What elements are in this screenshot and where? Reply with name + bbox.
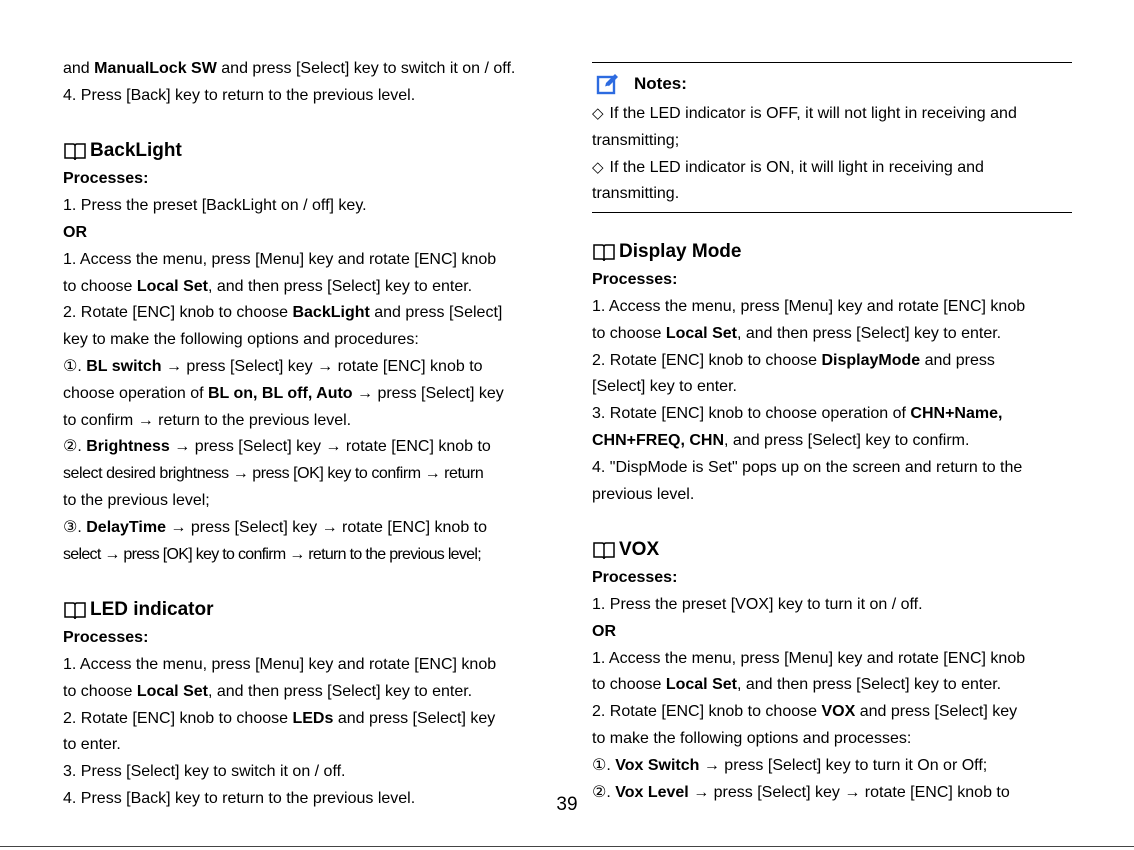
step-line — [63, 515, 549, 542]
notes-heading — [592, 67, 1072, 101]
step-line: 1. Access the menu, press [Menu] key and rotate [ENC] knob — [63, 655, 497, 673]
text: , and then press [Select] key to enter. — [736, 324, 1002, 342]
bold-term: Local Set — [665, 676, 737, 694]
bold-term: BL switch — [86, 357, 162, 375]
text: 2. Rotate [ENC] knob to choose — [592, 703, 822, 721]
text: If the LED indicator is ON, it will light in receiving and — [609, 158, 984, 176]
bold-term: CHN+FREQ, CHN — [592, 431, 725, 449]
step-line: select desired brightness → press [OK] key to confirm → return — [63, 465, 484, 483]
processes-label: Processes: — [63, 170, 149, 188]
section-title: VOX — [619, 539, 660, 561]
notes-box — [592, 62, 1072, 213]
book-icon — [592, 242, 616, 262]
step-line — [63, 434, 549, 461]
text: to choose — [63, 682, 137, 700]
step-line — [63, 354, 549, 381]
bold-term: BackLight — [292, 304, 370, 322]
text: → press [Select] key — [352, 384, 504, 402]
text: , and then press [Select] key to enter. — [207, 682, 473, 700]
arrow: → — [161, 357, 187, 375]
step-line: 1. Press the preset [VOX] key to turn it on / off. — [592, 595, 923, 613]
book-icon — [592, 540, 616, 560]
edit-note-icon — [596, 72, 620, 96]
book-icon — [63, 600, 87, 620]
text: to choose — [592, 324, 666, 342]
step-line — [63, 274, 549, 301]
text: and press [Select] — [369, 304, 503, 322]
step-line: to enter. — [63, 736, 121, 754]
step-line: previous level. — [592, 485, 695, 503]
text: 3. Rotate [ENC] knob to choose operation of — [592, 405, 911, 423]
text: → press [Select] key to turn it On or Off; — [699, 756, 988, 774]
step-line: 1. Access the menu, press [Menu] key and rotate [ENC] knob — [592, 297, 1026, 315]
step-line — [592, 672, 1072, 699]
note-line — [592, 155, 1072, 182]
left-column — [63, 56, 549, 813]
text: → press [Select] key → rotate [ENC] knob to — [169, 438, 491, 456]
text: to choose — [63, 277, 137, 295]
or-label: OR — [592, 622, 616, 640]
step-line: to the previous level; — [63, 491, 210, 509]
step-line — [63, 300, 549, 327]
diamond-bullet: ◇ — [592, 105, 604, 122]
processes-label: Processes: — [592, 569, 678, 587]
page-number: 39 — [556, 794, 578, 815]
text: ①. — [592, 756, 616, 774]
step-line: to make the following options and processes: — [592, 729, 912, 747]
section-title: Display Mode — [619, 241, 742, 263]
processes-label: Processes: — [592, 271, 678, 289]
text: → press [Select] key → rotate [ENC] knob to — [165, 518, 487, 536]
text: ③. — [63, 518, 87, 536]
text: ①. — [63, 357, 87, 375]
bold-term: ManualLock SW — [94, 60, 217, 77]
text: and press [Select] key to switch it on / off. — [216, 60, 516, 77]
step-line — [592, 401, 1072, 428]
step-line: 4. Press [Back] key to return to the previous level. — [63, 789, 416, 807]
step-line: to confirm → return to the previous level. — [63, 411, 352, 429]
bold-term: VOX — [821, 703, 856, 721]
step-line — [592, 321, 1072, 348]
step-line — [63, 381, 549, 408]
text: press [Select] key → rotate [ENC] knob to — [186, 357, 483, 375]
bold-term: LEDs — [292, 709, 334, 727]
bold-term: CHN+Name, — [910, 405, 1003, 423]
diamond-bullet: ◇ — [592, 158, 604, 176]
step-line — [63, 706, 549, 733]
text: to choose — [592, 676, 666, 694]
text: If the LED indicator is OFF, it will not light in receiving and — [609, 105, 1017, 122]
step-line: 4. "DispMode is Set" pops up on the screen and return to the — [592, 458, 1023, 476]
text: 2. Rotate [ENC] knob to choose — [592, 351, 822, 369]
step-line — [592, 428, 1072, 455]
section-title: BackLight — [90, 140, 182, 162]
step-line: 1. Press the preset [BackLight on / off] key. — [63, 197, 367, 215]
text: ②. — [63, 438, 87, 456]
bold-term: DelayTime — [86, 518, 166, 536]
led-heading — [63, 595, 549, 625]
step-line: [Select] key to enter. — [592, 378, 737, 396]
processes-label: Processes: — [63, 629, 149, 647]
step-line: 1. Access the menu, press [Menu] key and rotate [ENC] knob — [592, 649, 1026, 667]
bold-term: Vox Level — [615, 783, 689, 801]
text: , and press [Select] key to confirm. — [724, 431, 970, 449]
text: and press — [920, 351, 995, 369]
step-line — [592, 699, 1072, 726]
or-label: OR — [63, 223, 87, 241]
bold-term: Local Set — [136, 277, 208, 295]
text: and — [63, 60, 95, 77]
text: 2. Rotate [ENC] knob to choose — [63, 304, 293, 322]
step-line — [592, 348, 1072, 375]
intro-line-1 — [63, 56, 549, 83]
note-line: transmitting. — [592, 185, 680, 203]
step-line — [63, 679, 549, 706]
text: choose operation of — [63, 384, 208, 402]
vox-heading — [592, 535, 1072, 565]
step-line: 3. Press [Select] key to switch it on / off. — [63, 763, 346, 781]
step-line — [592, 753, 1072, 780]
text: ②. — [592, 783, 616, 801]
text: and press [Select] key — [333, 709, 496, 727]
backlight-heading — [63, 136, 549, 166]
step-line: 1. Access the menu, press [Menu] key and rotate [ENC] knob — [63, 250, 497, 268]
note-line — [592, 101, 1072, 128]
bold-term: DisplayMode — [821, 351, 921, 369]
step-line: select → press [OK] key to confirm → return to the previous level; — [63, 545, 481, 563]
text: → press [Select] key → rotate [ENC] knob to — [688, 783, 1010, 801]
note-line: transmitting; — [592, 131, 680, 149]
text: , and then press [Select] key to enter. — [207, 277, 473, 295]
bold-term: Vox Switch — [615, 756, 700, 774]
step-line: key to make the following options and procedures: — [63, 331, 419, 349]
bold-term: Local Set — [665, 324, 737, 342]
bold-term: Brightness — [86, 438, 170, 456]
text: , and then press [Select] key to enter. — [736, 676, 1002, 694]
notes-title: Notes: — [634, 74, 687, 93]
bottom-rule — [0, 846, 1134, 847]
display-mode-heading — [592, 237, 1072, 267]
right-column — [592, 56, 1072, 806]
book-icon — [63, 141, 87, 161]
bold-term: Local Set — [136, 682, 208, 700]
intro-line-2: 4. Press [Back] key to return to the previous level. — [63, 86, 416, 104]
text: and press [Select] key — [855, 703, 1018, 721]
text: 2. Rotate [ENC] knob to choose — [63, 709, 293, 727]
section-title: LED indicator — [90, 599, 214, 621]
bold-term: BL on, BL off, Auto — [208, 384, 353, 402]
